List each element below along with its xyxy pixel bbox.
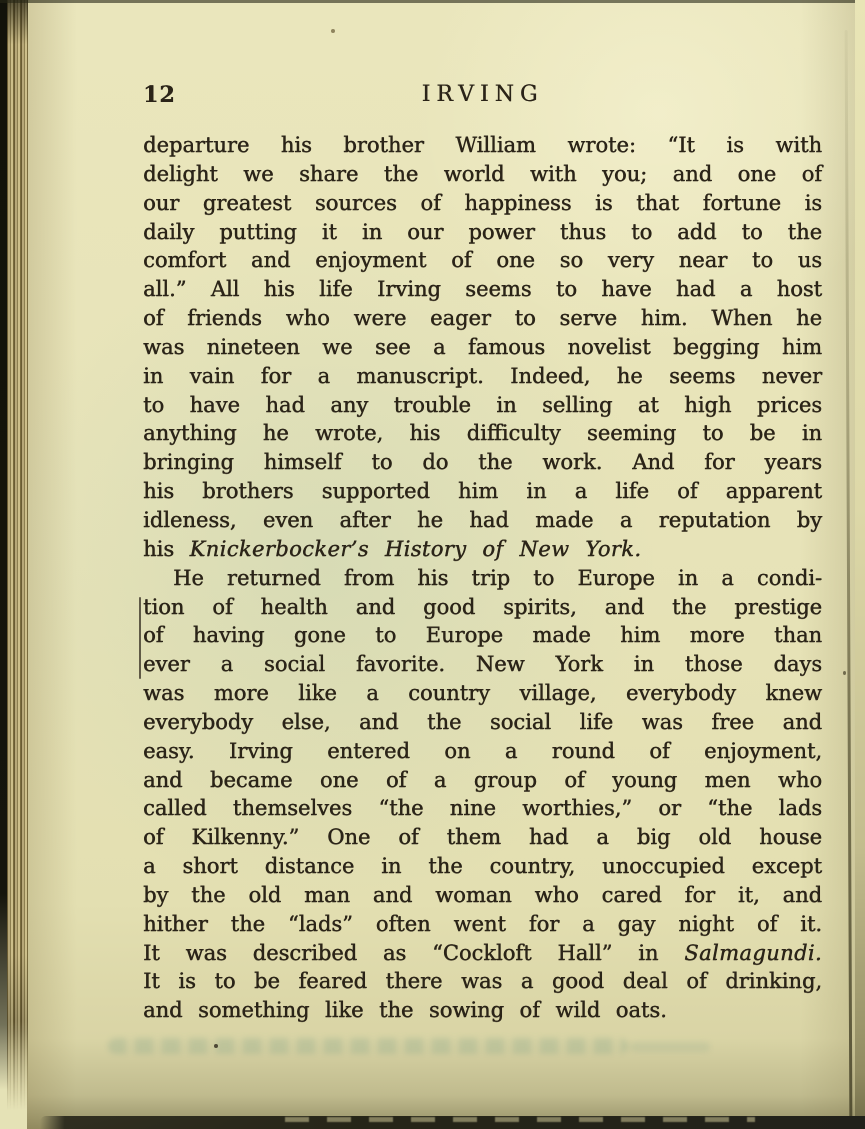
italic-book-title: Knickerbocker’s History of New York. bbox=[189, 536, 642, 561]
text-segment: to have had any trouble in selling at high prices bbox=[143, 392, 822, 417]
text-segment: tion of health and good spirits, and the prestige bbox=[143, 594, 822, 619]
text-line bbox=[143, 766, 822, 795]
text-line bbox=[143, 189, 822, 218]
text-line bbox=[143, 881, 822, 910]
page-number: 12 bbox=[143, 82, 176, 108]
text-segment: of having gone to Europe made him more than bbox=[143, 623, 822, 648]
text-line bbox=[143, 621, 822, 650]
text-segment: a short distance in the country, unoccupied except bbox=[143, 854, 822, 879]
text-line bbox=[143, 708, 822, 737]
text-segment: of friends who were eager to serve him. When he bbox=[143, 306, 822, 331]
running-header: IRVING bbox=[421, 82, 544, 107]
text-line bbox=[143, 391, 822, 420]
page-right-edge-shadow bbox=[855, 0, 865, 1129]
text-line bbox=[143, 794, 822, 823]
text-line bbox=[143, 246, 822, 275]
text-segment: departure his brother William wrote: “It is with bbox=[143, 133, 822, 157]
text-segment: was more like a country village, everybody knew bbox=[143, 681, 822, 706]
text-line bbox=[143, 506, 822, 535]
text-line bbox=[143, 650, 822, 679]
text-segment: It is to be feared there was a good deal of drinking, bbox=[143, 969, 822, 994]
text-line bbox=[143, 333, 822, 362]
bleedthrough-ghost-text-2 bbox=[630, 1042, 710, 1052]
text-line bbox=[143, 477, 822, 506]
text-segment: our greatest sources of happiness is that fortune is bbox=[143, 190, 822, 215]
text-line bbox=[143, 419, 822, 448]
text-segment: in vain for a manuscript. Indeed, he seems never bbox=[143, 363, 822, 388]
text-segment: It was described as “Cockloft Hall” in bbox=[143, 940, 685, 965]
text-line bbox=[143, 564, 822, 593]
text-segment: bringing himself to do the work. And for years bbox=[143, 450, 822, 475]
scan-top-edge bbox=[0, 0, 865, 3]
text-line bbox=[143, 535, 822, 564]
text-line bbox=[143, 160, 822, 189]
book-binding-gutter bbox=[7, 0, 28, 1110]
text-segment: comfort and enjoyment of one so very near to us bbox=[143, 248, 822, 273]
ink-speck-edge bbox=[843, 671, 846, 675]
text-segment: his brothers supported him in a life of apparent bbox=[143, 479, 822, 504]
margin-stroke-mark bbox=[139, 597, 141, 679]
text-line bbox=[143, 737, 822, 766]
text-line bbox=[143, 304, 822, 333]
text-segment: daily putting it in our power thus to add to the bbox=[143, 219, 822, 244]
text-line bbox=[143, 823, 822, 852]
page-header bbox=[143, 82, 822, 108]
ink-speck-bottom bbox=[214, 1044, 218, 1048]
text-line bbox=[143, 996, 822, 1025]
text-line bbox=[143, 131, 822, 160]
bottom-strip-ghost-dashes bbox=[285, 1117, 755, 1122]
text-segment: and something like the sowing of wild oats. bbox=[143, 998, 667, 1023]
text-segment: called themselves “the nine worthies,” or “the lads bbox=[143, 796, 822, 821]
text-segment: easy. Irving entered on a round of enjoyment, bbox=[143, 738, 822, 763]
text-segment: idleness, even after he had made a reputation by bbox=[143, 507, 822, 532]
text-line bbox=[143, 852, 822, 881]
text-segment: his bbox=[143, 536, 190, 561]
text-segment: anything he wrote, his difficulty seeming to be in bbox=[143, 421, 822, 446]
text-line bbox=[143, 910, 822, 939]
text-segment: ever a social favorite. New York in those days bbox=[143, 652, 822, 677]
bleedthrough-ghost-text bbox=[108, 1038, 628, 1054]
text-segment: of Kilkenny.” One of them had a big old house bbox=[143, 825, 822, 850]
text-line bbox=[143, 362, 822, 391]
text-segment: was nineteen we see a famous novelist begging him bbox=[143, 334, 822, 359]
text-line bbox=[143, 679, 822, 708]
text-segment: and became one of a group of young men who bbox=[143, 767, 822, 792]
text-segment: delight we share the world with you; and one of bbox=[143, 161, 822, 186]
text-line bbox=[143, 275, 822, 304]
text-line bbox=[143, 593, 822, 622]
text-line bbox=[143, 967, 822, 996]
text-line bbox=[143, 218, 822, 247]
text-block bbox=[143, 131, 822, 1025]
text-segment: everybody else, and the social life was free and bbox=[143, 709, 822, 734]
text-segment: He returned from his trip to Europe in a condi- bbox=[173, 565, 822, 590]
text-segment: by the old man and woman who cared for it, and bbox=[143, 882, 822, 907]
italic-book-title: Salmagundi. bbox=[684, 940, 822, 965]
text-line bbox=[143, 448, 822, 477]
text-segment: all.” All his life Irving seems to have had a host bbox=[143, 277, 822, 302]
ink-speck-top bbox=[331, 29, 335, 33]
text-segment: hither the “lads” often went for a gay night of it. bbox=[143, 911, 822, 936]
page-surface bbox=[27, 0, 858, 1129]
text-line bbox=[143, 939, 822, 968]
